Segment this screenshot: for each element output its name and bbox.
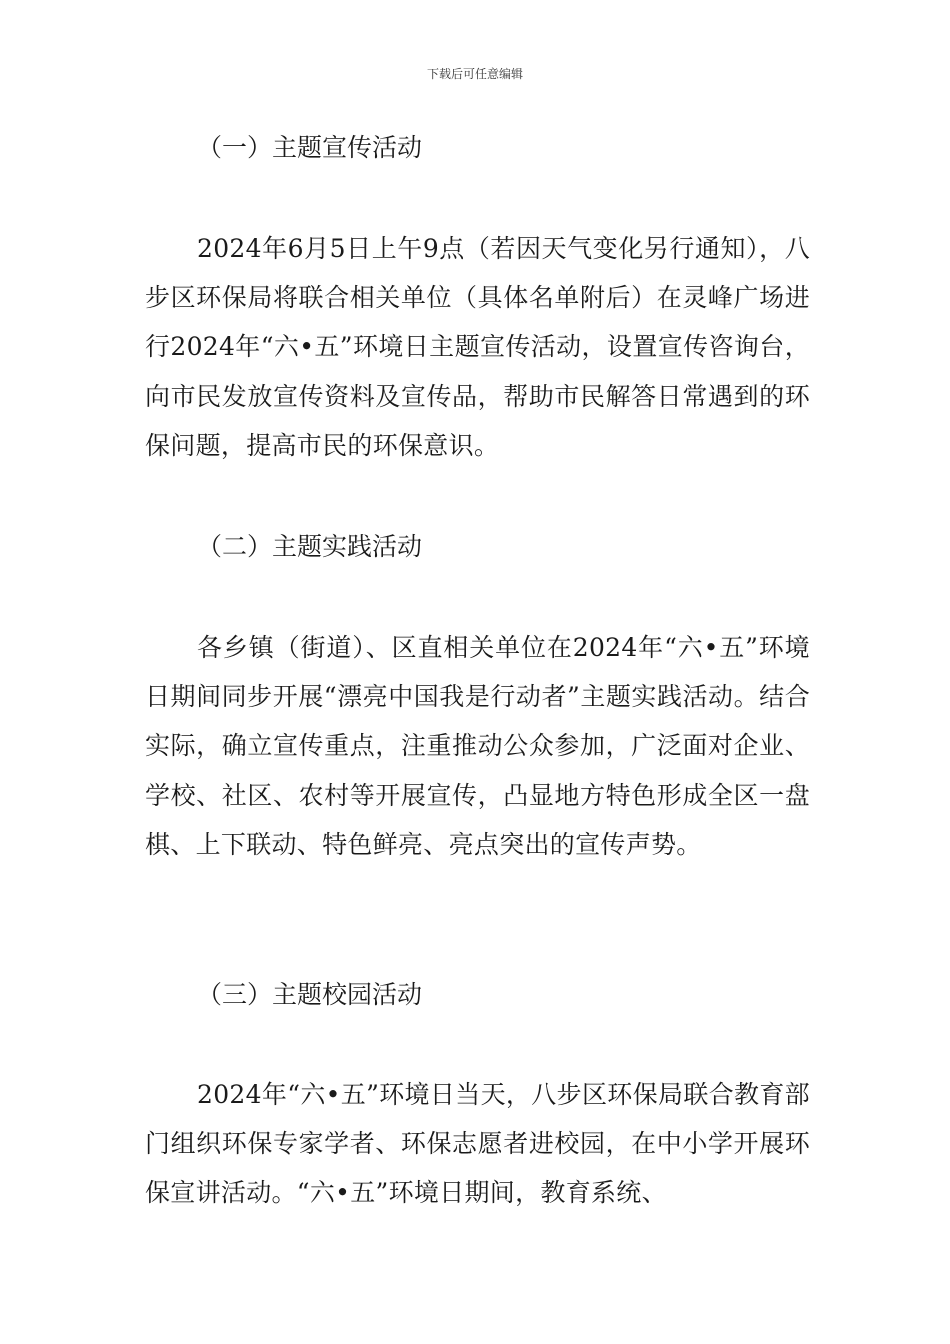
page-header-note: 下载后可任意编辑 bbox=[426, 67, 523, 81]
section-paragraph-3: 2024年“六•五”环境日当天，八步区环保局联合教育部门组织环保专家学者、环保志愿者进校园，在中小学开展环保宣讲活动。“六•五”环境日期间，教育系统、 bbox=[145, 1080, 810, 1208]
section-heading-2: （二）主题实践活动 bbox=[197, 532, 423, 561]
section-paragraph-2: 各乡镇（街道）、区直相关单位在2024年“六•五”环境日期间同步开展“漂亮中国我是行动者”主题实践活动。结合实际，确立宣传重点，注重推动公众参加，广泛面对企业、学校、社区、农村等开展宣传，凸显地方特色形成全区一盘棋、上下联动、特色鲜亮、亮点突出的宣传声势。 bbox=[145, 633, 810, 859]
section-heading-3: （三）主题校园活动 bbox=[197, 980, 423, 1009]
section-heading-1: （一）主题宣传活动 bbox=[197, 133, 423, 162]
section-paragraph-1: 2024年6月5日上午9点（若因天气变化另行通知），八步区环保局将联合相关单位（具体名单附后）在灵峰广场进行2024年“六•五”环境日主题宣传活动，设置宣传咨询台，向市民发放宣传资料及宣传品，帮助市民解答日常遇到的环保问题，提高市民的环保意识。 bbox=[145, 234, 810, 460]
